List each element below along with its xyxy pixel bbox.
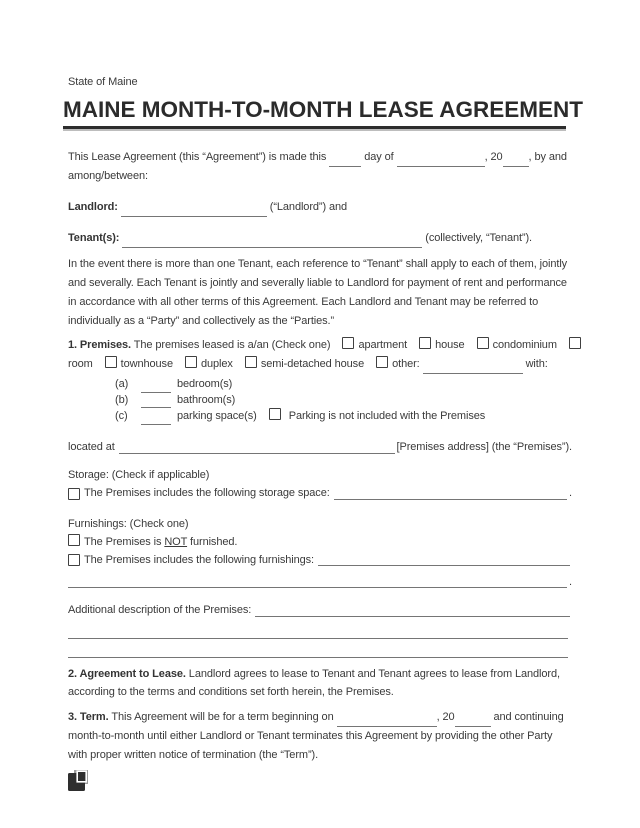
bathrooms-label: bathroom(s) bbox=[177, 393, 236, 406]
intro-paragraph bbox=[68, 148, 572, 186]
checkbox-room[interactable] bbox=[569, 337, 581, 349]
parking-label: parking space(s) bbox=[177, 410, 257, 422]
parking-count-field[interactable] bbox=[141, 411, 171, 425]
term-line: with proper written notice of termination (the “Term”). bbox=[68, 748, 319, 761]
storage-option-label: The Premises includes the following storage space: bbox=[84, 487, 330, 499]
checkbox-storage-space[interactable] bbox=[68, 488, 80, 500]
additional-description-row bbox=[68, 601, 572, 620]
storage-period: . bbox=[569, 487, 572, 499]
checkbox-duplex[interactable] bbox=[185, 356, 197, 368]
furnished-list-row bbox=[68, 551, 572, 569]
joint-liability-line: in accordance with all other terms of this Agreement. Each Landlord and Tenant may be referred to bbox=[68, 296, 539, 308]
additional-description-section bbox=[68, 601, 572, 658]
premises-address-field[interactable] bbox=[119, 441, 395, 454]
day-field[interactable] bbox=[329, 153, 361, 167]
sub-item-letter: (b) bbox=[115, 393, 129, 406]
furnishings-field[interactable] bbox=[318, 553, 570, 566]
parking-row bbox=[68, 408, 572, 425]
term-line: month-to-month until either Landlord or Tenant terminates this Agreement by providing the other Party bbox=[68, 729, 553, 742]
tenant-suffix: (collectively, “Tenant”). bbox=[425, 232, 533, 244]
option-townhouse-label: townhouse bbox=[120, 358, 173, 370]
bathrooms-row bbox=[68, 393, 572, 409]
sub-item-letter: (c) bbox=[115, 410, 128, 422]
term-section bbox=[68, 708, 572, 765]
premises-type-line1 bbox=[68, 336, 572, 355]
term-text-before-date: This Agreement will be for a term beginning on bbox=[111, 710, 334, 723]
other-premises-type-field[interactable] bbox=[423, 360, 523, 374]
option-condominium-label: condominium bbox=[492, 339, 557, 351]
not-furnished-post: furnished. bbox=[190, 535, 238, 548]
legal-templates-logo bbox=[68, 770, 89, 791]
checkbox-not-furnished[interactable] bbox=[68, 534, 80, 546]
agreement-to-lease-line: Landlord agrees to lease to Tenant and Tenant agrees to lease from Landlord, bbox=[188, 667, 560, 680]
checkbox-furnished-list[interactable] bbox=[68, 554, 80, 566]
joint-liability-line: In the event there is more than one Tenant, each reference to “Tenant” shall apply to each of them, jointly bbox=[68, 258, 568, 270]
option-house-label: house bbox=[435, 339, 465, 351]
joint-liability-line: and severally. Each Tenant is jointly and severally liable to Landlord for payment of rent and performance bbox=[68, 277, 567, 289]
additional-description-field-line3[interactable] bbox=[68, 639, 568, 658]
year-field[interactable] bbox=[503, 153, 529, 167]
furnishings-includes-label: The Premises includes the following furnishings: bbox=[84, 553, 314, 566]
checkbox-house[interactable] bbox=[419, 337, 431, 349]
premises-sub-items bbox=[68, 377, 572, 425]
checkbox-apartment[interactable] bbox=[342, 337, 354, 349]
intro-line2: among/between: bbox=[68, 170, 148, 182]
term-start-year-field[interactable] bbox=[455, 713, 491, 727]
checkbox-townhouse[interactable] bbox=[105, 356, 117, 368]
furnishings-heading: Furnishings: (Check one) bbox=[68, 517, 189, 530]
intro-year-prefix: , 20 bbox=[484, 151, 503, 163]
option-semi-detached-label: semi-detached house bbox=[260, 358, 365, 370]
not-furnished-row bbox=[68, 533, 572, 551]
storage-space-field[interactable] bbox=[334, 487, 567, 500]
tenant-label: Tenant(s): bbox=[68, 232, 120, 244]
located-at-row bbox=[68, 438, 572, 457]
joint-liability-line: individually as a “Party” and collectively as the “Parties.” bbox=[68, 315, 335, 327]
intro-text-after-year: , by and bbox=[528, 151, 567, 163]
located-label: located at bbox=[68, 440, 115, 453]
bedrooms-label: bedroom(s) bbox=[177, 378, 233, 390]
legal-templates-logo-icon bbox=[68, 770, 89, 791]
landlord-label: Landlord: bbox=[68, 201, 118, 213]
option-other-label: other: bbox=[392, 358, 420, 370]
located-suffix: [Premises address] (the “Premises”). bbox=[396, 440, 572, 453]
furnishings-section bbox=[68, 515, 572, 591]
tenant-row bbox=[68, 229, 572, 248]
bathrooms-count-field[interactable] bbox=[141, 394, 171, 408]
agreement-to-lease-heading: 2. Agreement to Lease. bbox=[68, 667, 186, 680]
storage-section bbox=[68, 466, 572, 503]
option-apartment-label: apartment bbox=[358, 339, 408, 351]
additional-description-field-line1[interactable] bbox=[255, 604, 570, 617]
sub-item-letter: (a) bbox=[115, 378, 129, 390]
option-duplex-label: duplex bbox=[200, 358, 233, 370]
term-text-after-year: and continuing bbox=[493, 710, 564, 723]
landlord-name-field[interactable] bbox=[121, 203, 267, 217]
premises-heading: 1. Premises. bbox=[68, 339, 132, 351]
page-title: MAINE MONTH-TO-MONTH LEASE AGREEMENT bbox=[63, 97, 583, 122]
not-furnished-word: NOT bbox=[164, 535, 188, 548]
intro-text-day-of: day of bbox=[364, 151, 394, 163]
state-label: State of Maine bbox=[68, 76, 138, 88]
checkbox-other[interactable] bbox=[376, 356, 388, 368]
title-divider bbox=[63, 126, 566, 129]
storage-option-row bbox=[68, 484, 572, 503]
bedrooms-row bbox=[68, 377, 572, 393]
furnishings-continuation-row bbox=[68, 573, 572, 591]
landlord-row bbox=[68, 198, 572, 217]
term-heading: 3. Term. bbox=[68, 710, 109, 723]
furnishings-period: . bbox=[569, 575, 572, 588]
term-start-month-field[interactable] bbox=[337, 713, 437, 727]
checkbox-condominium[interactable] bbox=[477, 337, 489, 349]
term-year-prefix: , 20 bbox=[436, 710, 455, 723]
tenant-names-field[interactable] bbox=[122, 234, 422, 248]
premises-intro: The premises leased is a/an (Check one) bbox=[133, 339, 331, 351]
option-room-label: room bbox=[68, 358, 93, 370]
furnishings-field-line2[interactable] bbox=[68, 575, 567, 588]
joint-liability-paragraph bbox=[68, 255, 572, 331]
parking-note: Parking is not included with the Premises bbox=[288, 410, 486, 422]
storage-heading: Storage: (Check if applicable) bbox=[68, 468, 210, 481]
checkbox-no-parking[interactable] bbox=[269, 408, 281, 420]
landlord-suffix: (“Landlord”) and bbox=[269, 201, 348, 213]
with-label: with: bbox=[525, 358, 548, 370]
intro-text-before-day: This Lease Agreement (this “Agreement”) is made this bbox=[68, 151, 327, 163]
checkbox-semi-detached-house[interactable] bbox=[245, 356, 257, 368]
additional-description-field-line2[interactable] bbox=[68, 620, 568, 639]
agreement-to-lease-line: according to the terms and conditions set forth herein, the Premises. bbox=[68, 685, 394, 698]
additional-description-label: Additional description of the Premises: bbox=[68, 603, 252, 616]
month-field[interactable] bbox=[397, 153, 485, 167]
premises-type-line2 bbox=[68, 355, 572, 374]
premises-section bbox=[68, 336, 572, 457]
not-furnished-pre: The Premises is bbox=[84, 535, 162, 548]
agreement-to-lease-section bbox=[68, 665, 572, 701]
bedrooms-count-field[interactable] bbox=[141, 379, 171, 393]
